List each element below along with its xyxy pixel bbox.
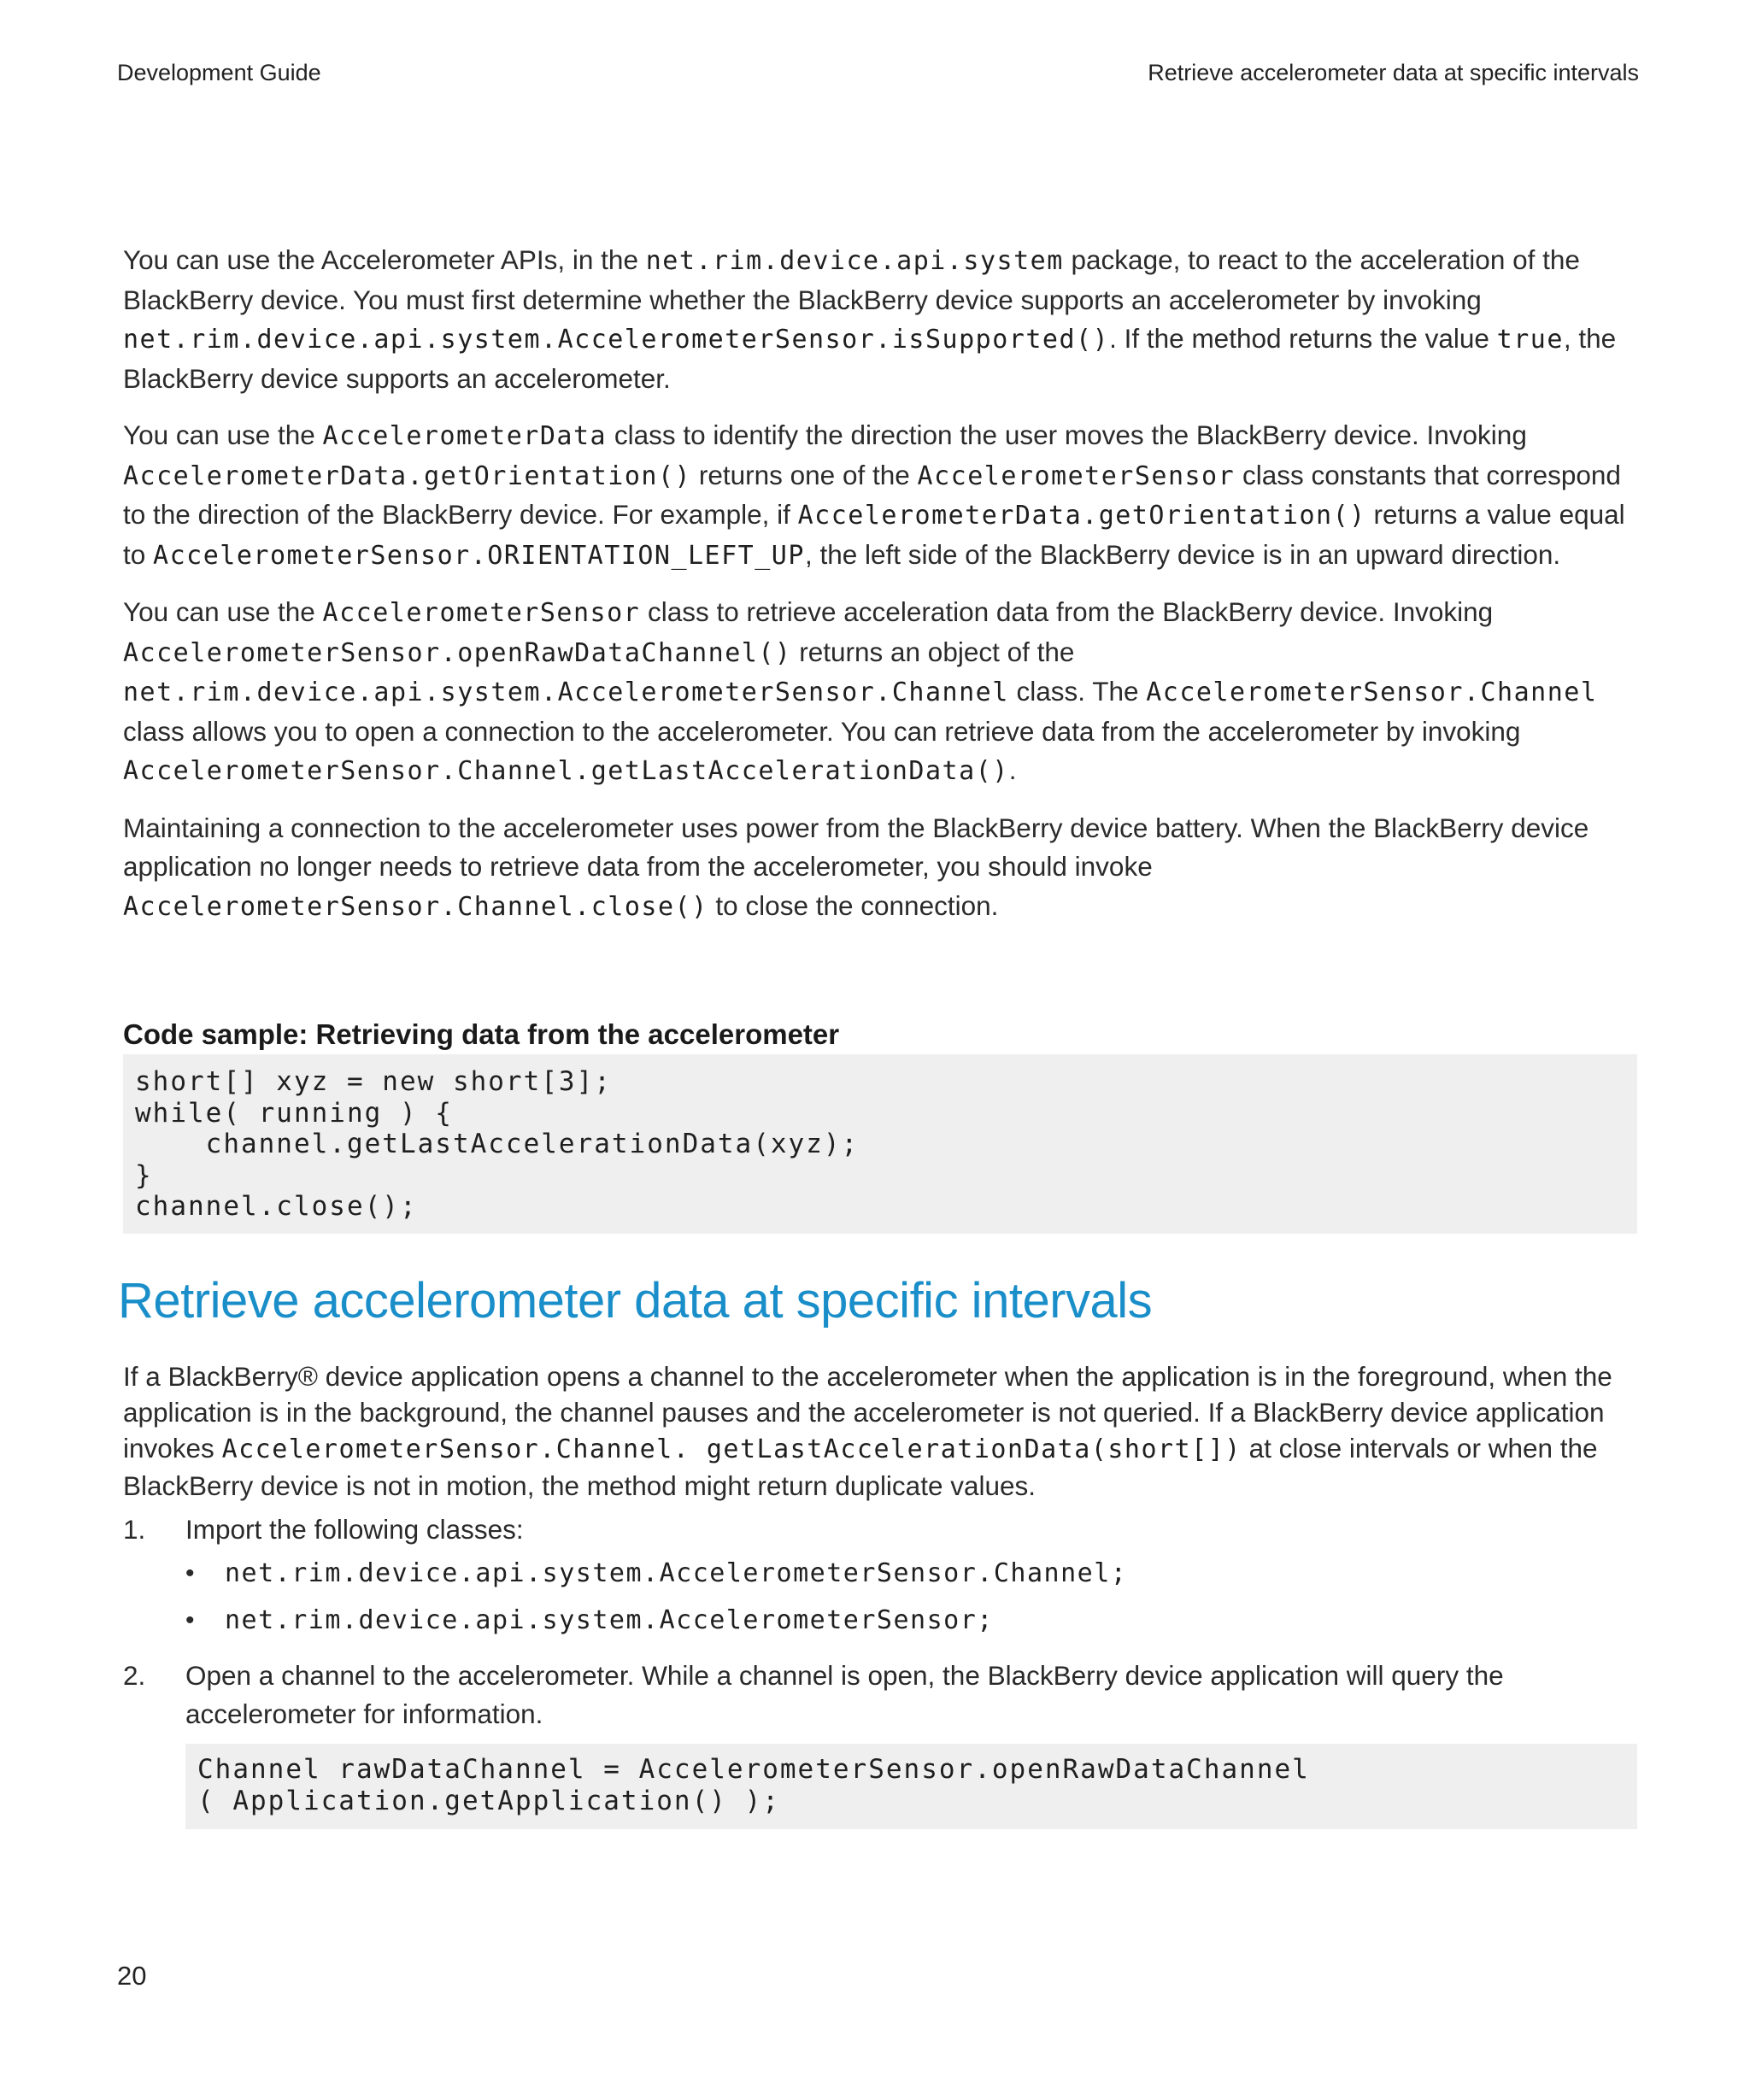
text-run: returns an object of the xyxy=(791,636,1075,667)
inline-code: AccelerometerData.getOrientation() xyxy=(123,460,692,491)
header-doc-title: Development Guide xyxy=(117,60,321,85)
paragraph-connection-power xyxy=(123,809,1637,927)
section-body xyxy=(123,1358,1637,1829)
header-section-title: Retrieve accelerometer data at specific intervals xyxy=(1148,60,1639,85)
text-run: returns one of the xyxy=(691,459,918,490)
text-run: class. The xyxy=(1008,676,1147,707)
inline-code: AccelerometerSensor.ORIENTATION_LEFT_UP xyxy=(153,540,805,571)
inline-code: AccelerometerSensor xyxy=(322,598,641,628)
inline-code: AccelerometerSensor.Channel.getLastAccelerationData() xyxy=(123,756,1009,786)
text-run: class to retrieve acceleration data from the BlackBerry device. Invoking xyxy=(640,596,1494,627)
text-run: package, to react to the acceleration of the BlackBerry device. You must first determine whether the BlackBerry device supports an accelerometer by invoking xyxy=(123,244,1580,315)
page-number: 20 xyxy=(117,1961,147,1991)
text-run: , the left side of the BlackBerry device is in an upward direction. xyxy=(804,538,1561,570)
step-number: 1. xyxy=(123,1514,146,1545)
text-run: class to identify the direction the user moves the BlackBerry device. Invoking xyxy=(607,419,1527,450)
text-run: at close intervals or when the BlackBerry device is not in motion, the method might return duplicate values. xyxy=(123,1433,1598,1501)
text-run: to close the connection. xyxy=(708,889,999,921)
paragraph-accelerometer-sensor xyxy=(123,593,1637,791)
inline-code: AccelerometerSensor.Channel.close() xyxy=(123,891,708,922)
step-1 xyxy=(123,1510,1637,1646)
text-run: . If the method returns the value xyxy=(1109,323,1497,354)
inline-code: AccelerometerSensor xyxy=(917,460,1236,491)
inline-code: AccelerometerSensor.Channel xyxy=(1146,678,1598,707)
paragraph-accelerometer-data xyxy=(123,416,1637,575)
inline-code: net.rim.device.api.system xyxy=(645,246,1064,276)
inline-code: net.rim.device.api.system.AccelerometerSensor; xyxy=(225,1605,994,1635)
list-item xyxy=(185,1552,1637,1599)
text-run: If a BlackBerry® device application opens a channel to the accelerometer when the application is in the foreground, when the application is in the background, the channel pauses and the accelerometer is not queried. If a BlackBerry device application invokes xyxy=(123,1361,1612,1464)
inline-code: net.rim.device.api.system.AccelerometerSensor.Channel; xyxy=(225,1558,1128,1588)
section-heading: Retrieve accelerometer data at specific intervals xyxy=(118,1273,1153,1329)
running-header xyxy=(117,60,1639,86)
step-text: Import the following classes: xyxy=(185,1514,524,1545)
text-run: class constants that correspond to the direction of the BlackBerry device. For example, if xyxy=(123,459,1621,530)
section-intro-paragraph xyxy=(123,1358,1637,1504)
list-item xyxy=(185,1599,1637,1646)
code-sample-caption: Code sample: Retrieving data from the accelerometer xyxy=(123,1018,840,1050)
import-class-list xyxy=(185,1552,1637,1646)
step-2 xyxy=(123,1657,1637,1829)
main-content xyxy=(118,241,1637,1816)
text-run: You can use the xyxy=(123,419,323,450)
inline-code: AccelerometerData xyxy=(322,421,608,451)
inline-code: AccelerometerSensor.Channel. getLastAccelerationData(short[]) xyxy=(221,1434,1242,1464)
text-run: Maintaining a connection to the accelerometer uses power from the BlackBerry device battery. When the BlackBerry device application no longer needs to retrieve data from the accelerometer, you should invoke xyxy=(123,812,1589,882)
inline-code: net.rim.device.api.system.AccelerometerSensor.isSupported() xyxy=(123,325,1110,355)
inline-code: AccelerometerSensor.openRawDataChannel() xyxy=(123,637,792,668)
text-run: , the BlackBerry device supports an accelerometer. xyxy=(123,323,1617,394)
inline-code: net.rim.device.api.system.AccelerometerSensor.Channel xyxy=(123,678,1009,707)
inline-code: AccelerometerData.getOrientation() xyxy=(797,501,1366,531)
open-channel-code-block: Channel rawDataChannel = AccelerometerSensor.openRawDataChannel ( Application.getApplication() ); xyxy=(185,1744,1637,1829)
text-run: class allows you to open a connection to the accelerometer. You can retrieve data from the accelerometer by invoking xyxy=(123,715,1521,747)
code-sample-block: short[] xyz = new short[3]; while( running ) { channel.getLastAccelerationData(xyz); } channel.close(); xyxy=(123,1054,1637,1234)
text-run: . xyxy=(1008,754,1017,785)
text-run: returns a value equal to xyxy=(123,499,1625,570)
step-text: Open a channel to the accelerometer. While a channel is open, the BlackBerry device application will query the accelerometer for information. xyxy=(185,1660,1504,1729)
text-run: You can use the xyxy=(123,596,323,627)
paragraph-accelerometer-apis xyxy=(123,241,1637,398)
step-number: 2. xyxy=(123,1660,146,1691)
text-run: You can use the Accelerometer APIs, in the xyxy=(123,244,646,275)
inline-code: true xyxy=(1496,325,1564,355)
